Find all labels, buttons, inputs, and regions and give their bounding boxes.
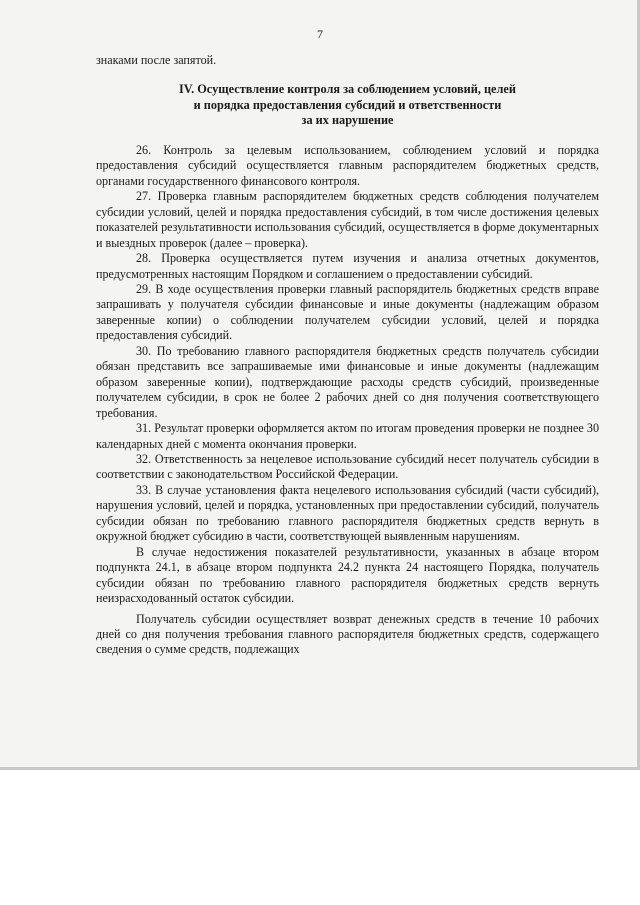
paragraph-31: 31. Результат проверки оформляется актом по итогам проведения проверки не позднее 30 календарных дней с момента окончания проверки. <box>96 421 599 451</box>
paragraph-28: 28. Проверка осуществляется путем изучения и анализа отчетных документов, предусмотренных настоящим Порядком и соглашением о предоставлении субсидий. <box>96 251 599 281</box>
paragraph-27: 27. Проверка главным распорядителем бюджетных средств соблюдения получателем субсидии условий, целей и порядка предоставления субсидий, в том числе достижения целевых показателей результативности использования субсидий, осуществляется в форме документарных и выездных проверок (далее – проверка). <box>96 189 599 250</box>
paragraph-30: 30. По требованию главного распорядителя бюджетных средств получатель субсидии обязан представить все запрашиваемые ими финансовые и иные документы (надлежащим образом заверенные копии), подтверждающие расходы средств субсидий, произведенные получателем субсидии, в срок не более 2 рабочих дней со дня получения соответствующего требования. <box>96 343 599 420</box>
page-number: 7 <box>317 27 323 41</box>
continuation-text: знаками после запятой. <box>96 53 217 67</box>
page-content <box>96 53 599 658</box>
paragraph-29: 29. В ходе осуществления проверки главный распорядитель бюджетных средств вправе запрашивать у получателя субсидии финансовые и иные документы (надлежащим образом заверенные копии) о соблюдении получателем субсидии условий, целей и порядка предоставления субсидий. <box>96 282 599 343</box>
section-heading-line-2: и порядка предоставления субсидий и ответственности <box>193 97 502 112</box>
paragraph-26: 26. Контроль за целевым использованием, соблюдением условий и порядка предоставления субсидий осуществляется главным распорядителем бюджетных средств, органами государственного финансового контроля. <box>96 142 599 188</box>
section-heading-line-3: за их нарушение <box>301 113 394 128</box>
paragraph-33-part-2: В случае недостижения показателей результативности, указанных в абзаце втором подпункта 24.1, в абзаце втором подпункта 24.2 пункта 24 настоящего Порядка, получатель субсидии обязан по требованию главного распорядителя бюджетных средств вернуть неизрасходованный остаток субсидии. <box>96 544 599 606</box>
section-heading <box>96 82 599 129</box>
paragraph-32: 32. Ответственность за нецелевое использование субсидий несет получатель субсидии в соответствии с законодательством Российской Федерации. <box>96 452 599 482</box>
paragraph-33-part-3: Получатель субсидии осуществляет возврат денежных средств в течение 10 рабочих дней со дня получения требования главного распорядителя бюджетных средств, содержащего сведения о сумме средств, подлежащих <box>96 611 599 657</box>
section-heading-line-1: IV. Осуществление контроля за соблюдением условий, целей <box>179 82 516 97</box>
paragraph-33: 33. В случае установления факта нецелевого использования субсидий (части субсидий), нарушения условий, целей и порядка, установленных при предоставлении субсидий, получатель субсидии обязан по требованию главного распорядителя бюджетных средств вернуть в окружной бюджет субсидию в части, соответствующей выявленным нарушениям. <box>96 482 599 544</box>
